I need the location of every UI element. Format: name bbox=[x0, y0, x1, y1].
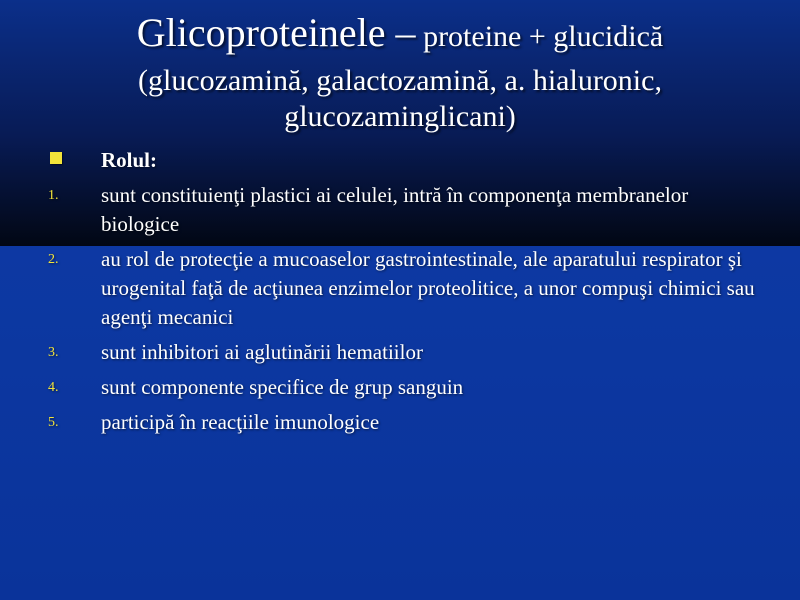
list-number: 4. bbox=[48, 380, 59, 395]
title-line-2: (glucozamină, galactozamină, a. hialuronic, bbox=[138, 64, 662, 97]
list-item-text: participă în reacţiile imunologice bbox=[101, 410, 380, 434]
slide-title bbox=[40, 12, 760, 135]
list-item bbox=[0, 181, 800, 239]
bullet-heading bbox=[0, 146, 800, 175]
title-sub: proteine + glucidică bbox=[415, 20, 664, 53]
list-item bbox=[0, 408, 800, 437]
list-item bbox=[0, 245, 800, 332]
list-item bbox=[0, 338, 800, 367]
list-number: 2. bbox=[48, 252, 59, 267]
list-number: 5. bbox=[48, 415, 59, 430]
list-item-text: sunt constituienţi plastici ai celulei, intră în componenţa membranelor biologice bbox=[101, 183, 689, 236]
title-main: Glicoproteinele – bbox=[136, 10, 416, 55]
list-item bbox=[0, 373, 800, 402]
heading-text: Rolul: bbox=[101, 148, 158, 172]
list-number: 3. bbox=[48, 345, 59, 360]
list-number: 1. bbox=[48, 188, 59, 203]
list-item-text: sunt componente specifice de grup sanguin bbox=[101, 375, 464, 399]
list-item-text: sunt inhibitori ai aglutinării hematiilor bbox=[101, 340, 423, 364]
title-line-3: glucozaminglicani) bbox=[284, 100, 516, 133]
square-bullet-icon bbox=[50, 152, 62, 164]
content-list bbox=[0, 146, 800, 437]
list-item-text: au rol de protecţie a mucoaselor gastrointestinale, ale aparatului respirator şi urogenital faţă de acţiunea enzimelor proteolitice, a unor compuşi chimici sau agenţi mecanici bbox=[101, 247, 755, 329]
